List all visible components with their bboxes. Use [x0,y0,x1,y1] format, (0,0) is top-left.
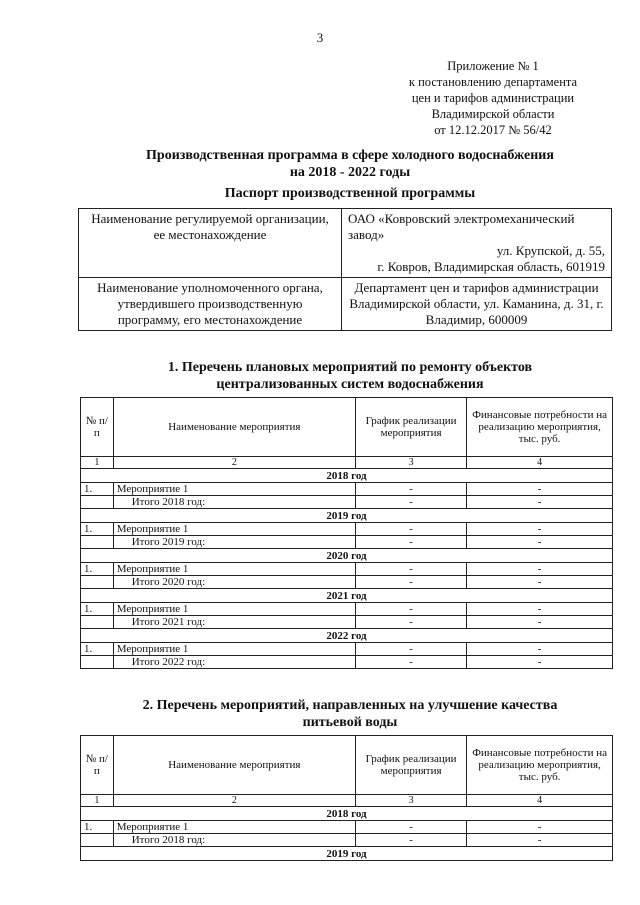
appendix-line: цен и тарифов администрации [411,91,575,105]
year-label: 2019 год [81,509,613,523]
row-finance: - [467,643,613,656]
row-number: 1. [81,603,114,616]
passport-table [78,208,612,331]
row-total-label: Итого 2018 год: [113,834,355,847]
header-number: № п/п [81,398,114,457]
water-quality-table [80,735,613,861]
row-total-label: Итого 2021 год: [113,616,355,629]
passport-value-line: ОАО «Ковровский электромеханический завод» [348,211,575,242]
section-title-line: питьевой воды [302,715,398,730]
row-activity: Мероприятие 1 [113,483,355,496]
year-label: 2022 год [81,629,613,643]
year-row [81,847,613,861]
total-row [81,536,613,549]
row-number [81,576,114,589]
row-schedule: - [355,483,466,496]
passport-label: Наименование регулируемой организации, ее местонахождение [79,209,342,278]
table-row [81,821,613,834]
row-schedule: - [355,643,466,656]
table-body [81,807,613,861]
section-2-title [60,697,640,731]
row-activity: Мероприятие 1 [113,643,355,656]
row-number [81,616,114,629]
header-schedule: График реализации мероприятия [355,398,466,457]
total-row [81,656,613,669]
row-schedule: - [355,656,466,669]
row-total-label: Итого 2020 год: [113,576,355,589]
document-title [60,147,640,181]
row-number [81,496,114,509]
row-number [81,536,114,549]
index-cell: 2 [113,457,355,469]
row-schedule: - [355,821,466,834]
appendix-line: Владимирской области [431,107,555,121]
table-index-row [81,457,613,469]
row-finance: - [467,576,613,589]
header-number: № п/п [81,736,114,795]
table-index-row [81,795,613,807]
appendix-line: Приложение № 1 [447,59,539,73]
index-cell: 2 [113,795,355,807]
header-name: Наименование мероприятия [113,736,355,795]
document-title-line: Производственная программа в сфере холодного водоснабжения [146,148,554,163]
row-finance: - [467,536,613,549]
year-row [81,549,613,563]
table-row [81,563,613,576]
row-number: 1. [81,523,114,536]
header-finance: Финансовые потребности на реализацию мероприятия, тыс. руб. [467,398,613,457]
passport-value-line: г. Ковров, Владимирская область, 601919 [377,259,605,274]
year-row [81,509,613,523]
row-number [81,656,114,669]
section-title-line: 2. Перечень мероприятий, направленных на улучшение качества [142,698,558,713]
passport-value [342,209,612,278]
row-total-label: Итого 2022 год: [113,656,355,669]
total-row [81,496,613,509]
row-number: 1. [81,483,114,496]
index-cell: 4 [467,457,613,469]
row-schedule: - [355,616,466,629]
section-title-line: централизованных систем водоснабжения [216,377,484,392]
table-row [81,643,613,656]
row-schedule: - [355,536,466,549]
row-finance: - [467,523,613,536]
row-total-label: Итого 2018 год: [113,496,355,509]
table-row [81,483,613,496]
page-number: 3 [316,30,324,45]
row-finance: - [467,603,613,616]
row-schedule: - [355,496,466,509]
row-finance: - [467,483,613,496]
index-cell: 1 [81,457,114,469]
section-1-title [60,359,640,393]
header-finance: Финансовые потребности на реализацию мероприятия, тыс. руб. [467,736,613,795]
passport-row [79,209,612,278]
row-finance: - [467,496,613,509]
row-number: 1. [81,643,114,656]
row-finance: - [467,821,613,834]
row-schedule: - [355,523,466,536]
row-schedule: - [355,603,466,616]
table-row [81,603,613,616]
row-finance: - [467,563,613,576]
header-name: Наименование мероприятия [113,398,355,457]
row-finance: - [467,616,613,629]
table-header-row [81,736,613,795]
year-row [81,469,613,483]
row-finance: - [467,834,613,847]
passport-value: Департамент цен и тарифов администрации Владимирской области, ул. Каманина, д. 31, г. Владимир, 600009 [342,278,612,331]
row-schedule: - [355,834,466,847]
table-header-row [81,398,613,457]
row-schedule: - [355,576,466,589]
year-row [81,807,613,821]
appendix-line: от 12.12.2017 № 56/42 [434,123,552,137]
index-cell: 4 [467,795,613,807]
table-row [81,523,613,536]
passport-value-line: ул. Крупской, д. 55, [496,243,605,258]
row-number [81,834,114,847]
passport-row [79,278,612,331]
index-cell: 3 [355,795,466,807]
repair-plan-table [80,397,613,669]
row-activity: Мероприятие 1 [113,563,355,576]
year-label: 2018 год [81,469,613,483]
year-label: 2020 год [81,549,613,563]
appendix-line: к постановлению департамента [408,75,578,89]
year-label: 2019 год [81,847,613,861]
row-schedule: - [355,563,466,576]
total-row [81,576,613,589]
year-label: 2018 год [81,807,613,821]
appendix-block [393,58,593,138]
row-activity: Мероприятие 1 [113,821,355,834]
table-body [81,469,613,669]
year-row [81,589,613,603]
document-title-line: на 2018 - 2022 годы [289,165,411,180]
row-number: 1. [81,563,114,576]
row-activity: Мероприятие 1 [113,523,355,536]
year-row [81,629,613,643]
header-schedule: График реализации мероприятия [355,736,466,795]
year-label: 2021 год [81,589,613,603]
passport-title: Паспорт производственной программы [224,186,476,201]
index-cell: 3 [355,457,466,469]
section-title-line: 1. Перечень плановых мероприятий по ремонту объектов [167,360,533,375]
total-row [81,834,613,847]
total-row [81,616,613,629]
index-cell: 1 [81,795,114,807]
row-total-label: Итого 2019 год: [113,536,355,549]
row-finance: - [467,656,613,669]
row-number: 1. [81,821,114,834]
passport-label: Наименование уполномоченного органа, утвердившего производственную программу, его местонахождение [79,278,342,331]
row-activity: Мероприятие 1 [113,603,355,616]
